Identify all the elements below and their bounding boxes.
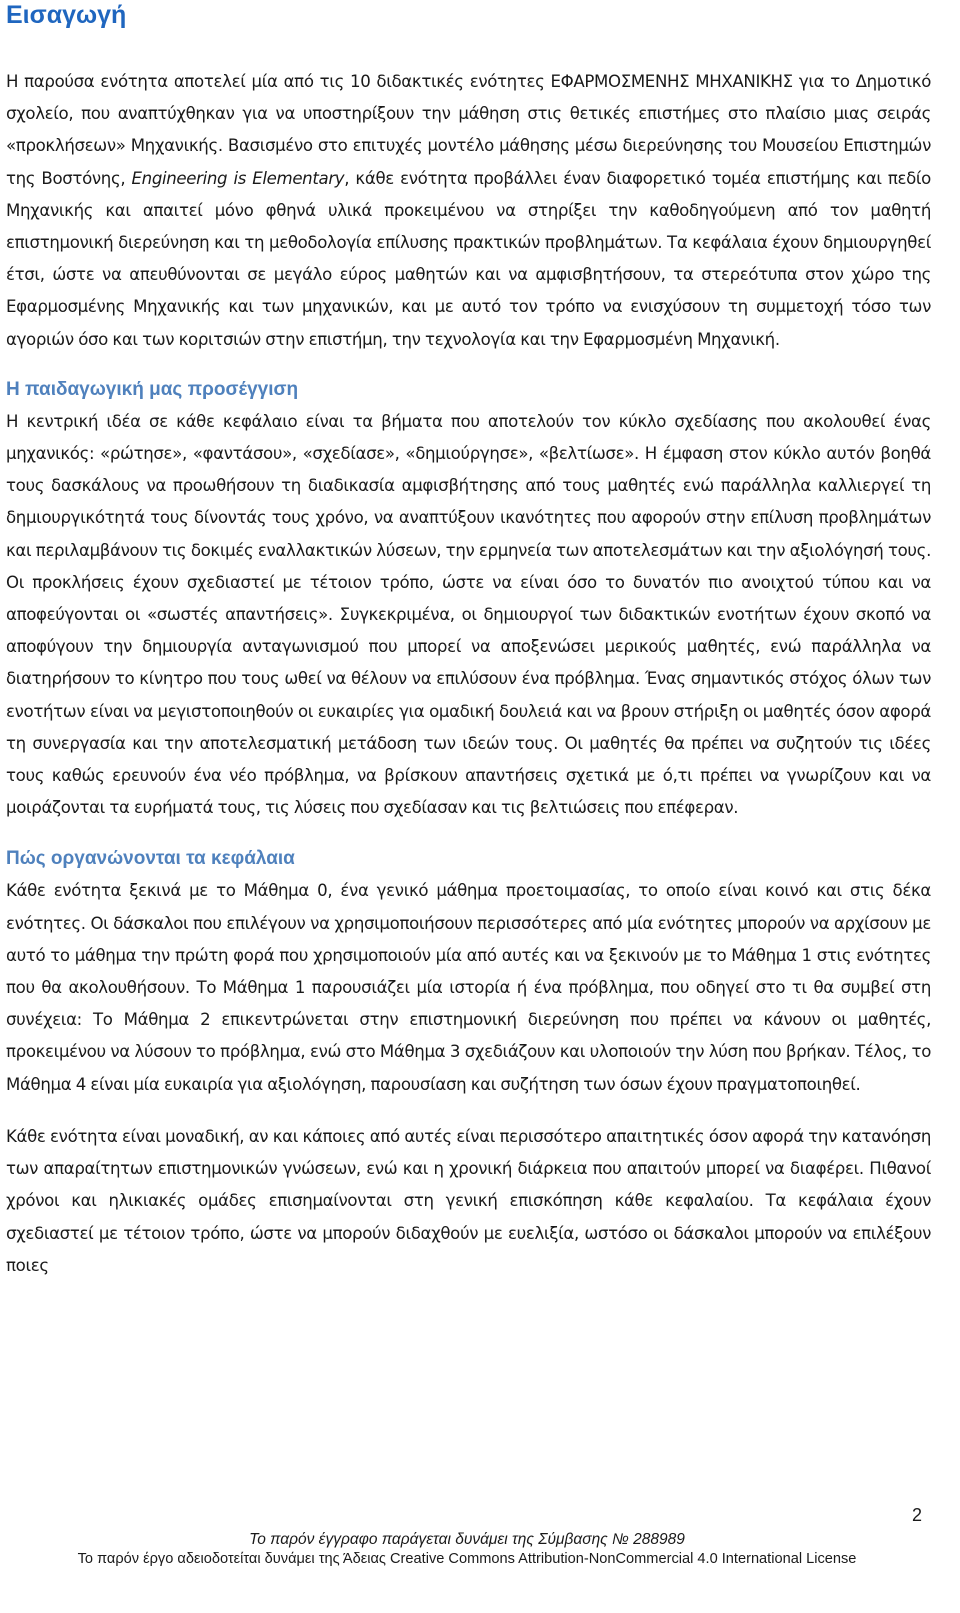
organization-paragraph-1: Κάθε ενότητα ξεκινά με το Μάθημα 0, ένα γενικό μάθημα προετοιμασίας, το οποίο είναι κοινό και στις δέκα ενότητες. Οι δάσκαλοι που επιλέγουν να χρησιμοποιήσουν περισσότερες από μία ενότητες μπορούν να αρχίσουν με αυτό το μάθημα την πρώτη φορά που χρησιμοποιούν μία από αυτές και να ξεκινούν με το Μάθημα 1 στις ενότητες που θα ακολουθήσουν. Το Μάθημα 1 παρουσιάζει μία ιστορία ή ένα πρόβλημα, που οδηγεί στο τι θα συμβεί στη συνέχεια: Το Μάθημα 2 επικεντρώνεται στην επιστημονική διερεύνηση που πρέπει να κάνουν οι μαθητές, προκειμένου να λύσουν το πρόβλημα, ενώ στο Μάθημα 3 σχεδιάζουν και υλοποιούν την λύση που βρήκαν. Τέλος, το Μάθημα 4 είναι μία ευκαιρία για αξιολόγηση, παρουσίαση και συζήτηση των όσων έχουν πραγματοποιηθεί. <box>6 881 931 1094</box>
footer-license-line: Το παρόν έργο αδειοδοτείται δυνάμει της Άδειας Creative Commons Attribution-NonCommercial 4.0 International License <box>77 1551 857 1567</box>
section-heading-organization: Πώς οργανώνονται τα κεφάλαια <box>6 848 295 870</box>
pedagogy-paragraph: Η κεντρική ιδέα σε κάθε κεφάλαιο είναι τα βήματα που αποτελούν τον κύκλο σχεδίασης που ακολουθεί ένας μηχανικός: «ρώτησε», «φαντάσου», «σχεδίασε», «δημιούργησε», «βελτίωσε». Η έμφαση στον κύκλο αυτόν βοηθά τους δασκάλους να προωθήσουν τη διαδικασία αμφισβήτησης από τους μαθητές ενώ παράλληλα καλλιεργεί τη δημιουργικότητά τους δίνοντάς τους χρόνο, να αναπτύξουν ικανότητες που αφορούν στην επίλυση προβλημάτων και περιλαμβάνουν τις δοκιμές εναλλακτικών λύσεων, την ερμηνεία των αποτελεσμάτων και την αξιολόγησή τους. Οι προκλήσεις έχουν σχεδιαστεί με τέτοιον τρόπο, ώστε να είναι όσο το δυνατόν πιο ανοιχτού τύπου και να αποφεύγονται οι «σωστές απαντήσεις». Συγκεκριμένα, οι δημιουργοί των διδακτικών ενοτήτων έχουν σκοπό να αποφύγουν την δημιουργία ανταγωνισμού που μπορεί να αποξενώσει μερικούς μαθητές, ενώ παράλληλα να διατηρήσουν το κίνητρο που τους ωθεί να θέλουν να επιλύσουν ένα πρόβλημα. Ένας σημαντικός στόχος όλων των ενοτήτων είναι να μεγιστοποιηθούν οι ευκαιρίες για ομαδική δουλειά και να βρουν στήριξη οι μαθητές όσον αφορά τη συνεργασία και την αποτελεσματική μετάδοση των ιδεών τους. Οι μαθητές θα πρέπει να συζητούν τις ιδέες τους καθώς ερευνούν ένα νέο πρόβλημα, να βρίσκουν απαντήσεις σχετικά με ό,τι πρέπει να γνωρίζουν και να μοιράζονται τα ευρήματά τους, τις λύσεις που σχεδίασαν και τις βελτιώσεις που επέφεραν. <box>6 411 931 818</box>
intro-paragraph <box>6 66 931 356</box>
document-body <box>6 0 931 1282</box>
footer-grant-line: Το παρόν έγγραφο παράγεται δυνάμει της Σύμβασης № 288989 <box>249 1531 685 1548</box>
page-number: 2 <box>912 1505 923 1525</box>
page-title: Εισαγωγή <box>6 1 127 29</box>
intro-paragraph-text-1: Η παρούσα ενότητα αποτελεί μία από τις 10 διδακτικές ενότητες ΕΦΑΡΜΟΣΜΕΝΗΣ ΜΗΧΑΝΙΚΗΣ για το Δημοτικό σχολείο, που αναπτύχθηκαν για να υποστηρίξουν την μάθηση στις θετικές επιστήμες στο πλαίσιο μιας σειράς «προκλήσεων» Μηχανικής. Βασισμένο στο επιτυχές μοντέλο μάθησης μέσω διερεύνησης του Μουσείου Επιστημών της Βοστόνης, <box>6 72 931 188</box>
section-heading-pedagogy: Η παιδαγωγική μας προσέγγιση <box>6 378 299 400</box>
organization-paragraph-2: Κάθε ενότητα είναι μοναδική, αν και κάποιες από αυτές είναι περισσότερο απαιτητικές όσον αφορά την κατανόηση των απαραίτητων επιστημονικών γνώσεων, ενώ και η χρονική διάρκεια που απαιτούν μπορεί να διαφέρει. Πιθανοί χρόνοι και ηλικιακές ομάδες επισημαίνονται στη γενική επισκόπηση κάθε κεφαλαίου. Τα κεφάλαια έχουν σχεδιαστεί με τέτοιον τρόπο, ώστε να μπορούν διδαχθούν με ευελιξία, ωστόσο οι δάσκαλοι μπορούν να επιλέξουν ποιες <box>6 1126 931 1275</box>
intro-paragraph-text-2: , κάθε ενότητα προβάλλει έναν διαφορετικό τομέα επιστήμης και πεδίο Μηχανικής και απαιτεί μόνο φθηνά υλικά προκειμένου να στηρίξει την καθοδηγούμενη από τον μαθητή επιστημονική διερεύνηση και τη μεθοδολογία επίλυσης πρακτικών προβλημάτων. Τα κεφάλαια έχουν δημιουργηθεί έτσι, ώστε να απευθύνονται σε μεγάλο εύρος μαθητών και να αμφισβητήσουν, τα στερεότυπα στον χώρο της Εφαρμοσμένης Μηχανικής και των μηχανικών, και με αυτό τον τρόπο να ενισχύσουν τη συμμετοχή τόσο των αγοριών όσο και των κοριτσιών στην επιστήμη, την τεχνολογία και την Εφαρμοσμένη Μηχανική. <box>6 168 931 349</box>
intro-paragraph-italic: Engineering is Elementary <box>131 168 345 188</box>
